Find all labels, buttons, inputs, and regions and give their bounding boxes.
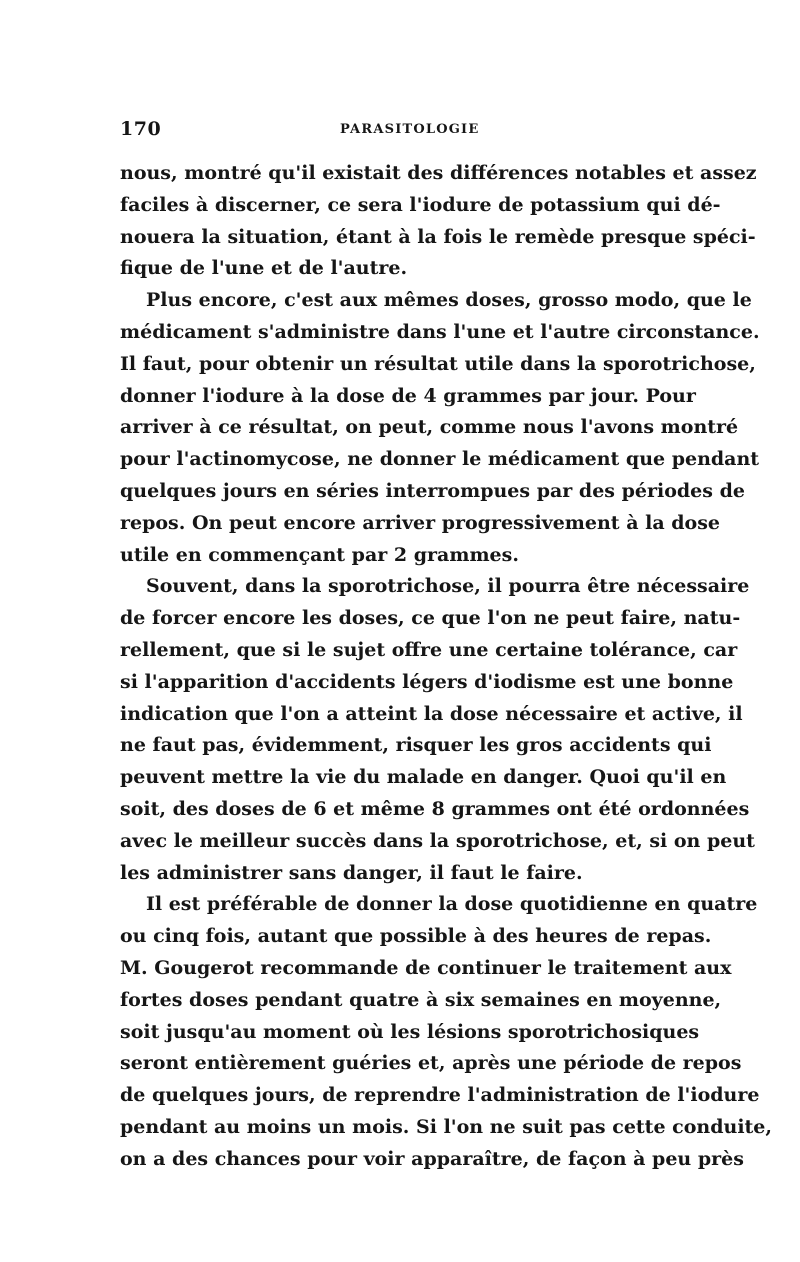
page-number: 170: [120, 118, 162, 140]
text-line: les administrer sans danger, il faut le faire.: [120, 861, 583, 884]
paragraph-start-line: Souvent, dans la sporotrichose, il pourra être nécessaire: [146, 575, 750, 598]
text-line: nous, montré qu'il existait des différences notables et assez: [120, 162, 757, 184]
text-line: arriver à ce résultat, on peut, comme nous l'avons montré: [120, 416, 739, 439]
running-title: PARASITOLOGIE: [340, 122, 480, 137]
text-line: nouera la situation, étant à la fois le remède presque spéci-: [120, 225, 756, 248]
text-line: seront entièrement guéries et, après une période de repos: [120, 1052, 742, 1075]
text-line: rellement, que si le sujet offre une certaine tolérance, car: [120, 638, 738, 661]
text-line: repos. On peut encore arriver progressivement à la dose: [120, 511, 721, 534]
text-line: avec le meilleur succès dans la sporotrichose, et, si on peut: [120, 829, 755, 852]
text-line: faciles à discerner, ce sera l'iodure de potassium qui dé-: [120, 193, 721, 216]
text-line: de forcer encore les doses, ce que l'on ne peut faire, natu-: [120, 607, 741, 630]
text-line: ou cinq fois, autant que possible à des heures de repas.: [120, 925, 712, 948]
text-line: de quelques jours, de reprendre l'administration de l'iodure: [120, 1084, 760, 1107]
text-line: donner l'iodure à la dose de 4 grammes par jour. Pour: [120, 384, 696, 407]
text-line: pour l'actinomycose, ne donner le médicament que pendant: [120, 448, 760, 471]
text-line: fique de l'une et de l'autre.: [120, 257, 408, 280]
text-line: ne faut pas, évidemment, risquer les gros accidents qui: [120, 734, 712, 757]
text-line: on a des chances pour voir apparaître, de façon à peu près: [120, 1147, 744, 1170]
text-line: indication que l'on a atteint la dose nécessaire et active, il: [120, 702, 743, 725]
text-line: médicament s'administre dans l'une et l'autre circonstance.: [120, 320, 760, 343]
text-line: quelques jours en séries interrompues par des périodes de: [120, 479, 745, 502]
paragraph-start-line: Il est préférable de donner la dose quotidienne en quatre: [146, 893, 758, 916]
text-line: soit jusqu'au moment où les lésions sporotrichosiques: [120, 1020, 700, 1043]
text-line: si l'apparition d'accidents légers d'iodisme est une bonne: [120, 670, 734, 693]
text-line: fortes doses pendant quatre à six semaines en moyenne,: [120, 988, 722, 1011]
text-line: utile en commençant par 2 grammes.: [120, 543, 519, 566]
body-text: [120, 158, 773, 1176]
text-line: soit, des doses de 6 et même 8 grammes ont été ordonnées: [120, 797, 750, 820]
text-line: peuvent mettre la vie du malade en danger. Quoi qu'il en: [120, 766, 727, 789]
text-line: M. Gougerot recommande de continuer le traitement aux: [120, 956, 732, 979]
text-line: pendant au moins un mois. Si l'on ne suit pas cette conduite,: [120, 1115, 773, 1138]
paragraph-start-line: Plus encore, c'est aux mêmes doses, grosso modo, que le: [146, 289, 752, 312]
running-head: [120, 118, 680, 144]
text-line: Il faut, pour obtenir un résultat utile dans la sporotrichose,: [120, 352, 756, 375]
